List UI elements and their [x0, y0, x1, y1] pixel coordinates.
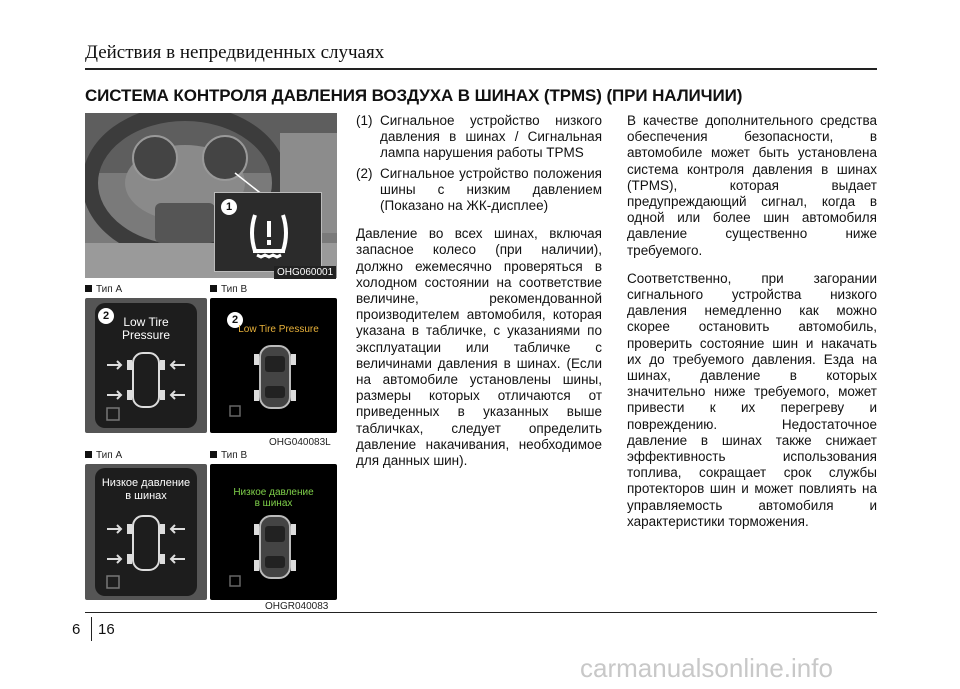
display-line-1: Низкое давление — [233, 487, 314, 498]
column-3-text — [627, 113, 877, 530]
row1-label-type-b: Тип В — [210, 284, 247, 295]
header-rule — [85, 68, 877, 70]
row1-label-type-a: Тип А — [85, 284, 122, 295]
car-top-view-icon — [210, 464, 337, 600]
list-item — [356, 113, 602, 162]
display-badge: 2 — [98, 308, 114, 324]
display-badge: 2 — [227, 312, 243, 328]
bullet-square-icon — [85, 451, 92, 458]
car-tire-diagram-icon — [85, 298, 207, 433]
row2-caption: OHGR040083 — [262, 600, 331, 613]
tpms-intro-paragraph: В качестве дополнительного средства обеспечения безопасности, в автомобиле может быть установлена система контроля давления в шинах (TPMS), которая выдает предупреждающий сигнал, когда в одной или более шин автомобиля давление существенно ниже требуемого. — [627, 113, 877, 258]
list-item-text: Сигнальное устройство положения шины с низким давлением (Показано на ЖК-дисплее) — [380, 165, 602, 214]
display-line-1: Low Tire — [123, 315, 169, 329]
list-item-number: (1) — [356, 113, 373, 128]
callout-badge: 1 — [221, 199, 237, 215]
row2-label-type-a: Тип А — [85, 450, 122, 461]
bullet-square-icon — [85, 285, 92, 292]
display-type-a-ru — [85, 464, 207, 600]
display-type-b-en — [210, 298, 337, 433]
display-line-2: в шинах — [254, 498, 293, 509]
list-item-number: (2) — [356, 165, 373, 181]
display-type-a-en — [85, 298, 207, 433]
tpms-warning-icon — [215, 193, 323, 273]
watermark: carmanualsonline.info — [580, 653, 833, 683]
display-line-1: Low Tire Pressure — [238, 324, 319, 335]
list-item — [356, 166, 602, 215]
warning-action-paragraph: Соответственно, при загорании сигнального устройства низкого давления немедленно как можно скорее остановить автомобиль, проверить состояние шин и накачать их до требуемого давления. Езда на шинах, давление в которых значительно ниже требуемого, может привести к их перегреву и повреждению. Недостаточное давление в шинах также снижает эффективность использования топлива, сокращает срок службы протекторов шин и может повлиять на управляемость автомобиля и характеристики торможения. — [627, 270, 877, 529]
display-line-1: Низкое давление — [101, 477, 191, 489]
page-number: 16 — [98, 621, 115, 638]
column-2-text — [356, 113, 602, 469]
chapter-number: 6 — [72, 621, 81, 638]
bullet-square-icon — [210, 451, 217, 458]
bullet-square-icon — [210, 285, 217, 292]
row2-label-type-b: Тип В — [210, 450, 247, 461]
inspection-paragraph: Давление во всех шинах, включая запасное колесо (при наличии), должно ежемесячно проверяться в холодном состоянии на соответствие величине, рекомендованной производителем автомобиля, которая указана в табличке, с указаниями по эксплуатации или табличке с величинами давления в шинах. (Если на автомобиле установлены шины, размеры которых отличаются от приведенных в указанных выше табличках, следует определить давление накачивания, необходимое для данных шин). — [356, 226, 602, 469]
tpms-warning-callout — [214, 192, 322, 272]
section-title: СИСТЕМА КОНТРОЛЯ ДАВЛЕНИЯ ВОЗДУХА В ШИНАХ (TPMS) (ПРИ НАЛИЧИИ) — [85, 86, 743, 105]
display-line-2: в шинах — [125, 490, 167, 502]
row1-caption: OHG040083L — [266, 436, 334, 449]
footer-divider — [91, 617, 92, 641]
photo-caption: OHG060001 — [274, 266, 336, 279]
car-top-view-icon — [210, 298, 337, 433]
list-item-text: Сигнальное устройство низкого давления в шинах / Сигнальная лампа нарушения работы TPMS — [380, 113, 602, 161]
display-line-2: Pressure — [121, 328, 171, 342]
footer-rule — [85, 612, 877, 613]
car-tire-diagram-icon — [85, 464, 207, 600]
display-type-b-ru — [210, 464, 337, 600]
running-header: Действия в непредвиденных случаях — [85, 42, 385, 63]
